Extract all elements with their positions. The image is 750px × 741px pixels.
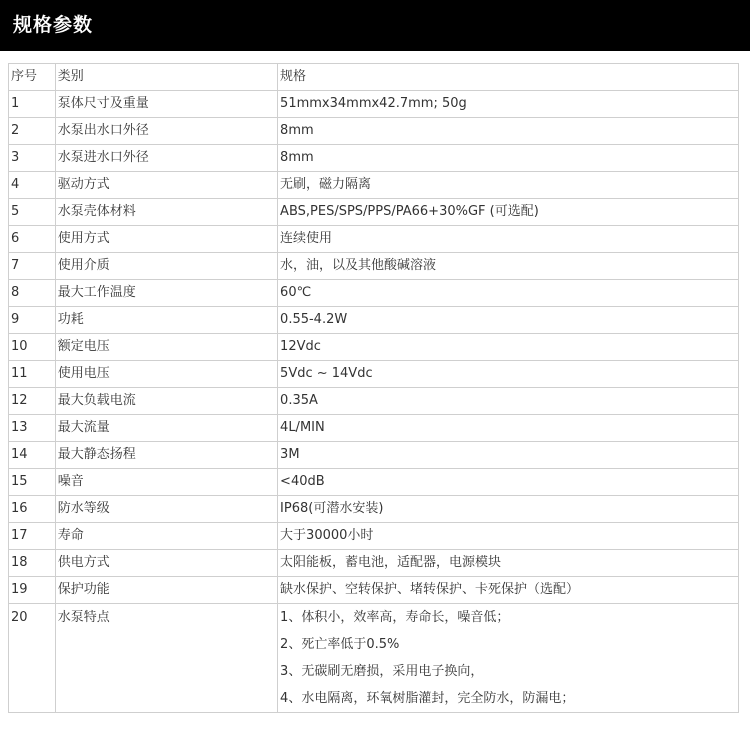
table-row: [9, 253, 739, 280]
cell-spec: 8mm: [278, 118, 739, 145]
cell-spec-features: [278, 604, 739, 713]
cell-category: 使用介质: [55, 253, 277, 280]
cell-spec: 无刷，磁力隔离: [278, 172, 739, 199]
cell-category: 使用方式: [55, 226, 277, 253]
cell-no: 16: [9, 496, 56, 523]
page-title: 规格参数: [13, 14, 94, 36]
cell-no: 2: [9, 118, 56, 145]
cell-category: 保护功能: [55, 577, 277, 604]
cell-spec: 3M: [278, 442, 739, 469]
cell-spec: 8mm: [278, 145, 739, 172]
table-row: [9, 118, 739, 145]
table-row: [9, 145, 739, 172]
cell-category: 供电方式: [55, 550, 277, 577]
cell-spec: 51mmx34mmx42.7mm; 50g: [278, 91, 739, 118]
cell-no: 1: [9, 91, 56, 118]
cell-category: [55, 604, 277, 713]
cell-spec: 4L/MIN: [278, 415, 739, 442]
cell-spec: 大于30000小时: [278, 523, 739, 550]
cell-no: 13: [9, 415, 56, 442]
table-row: [9, 280, 739, 307]
table-row: [9, 523, 739, 550]
table-row: [9, 307, 739, 334]
column-header-spec: 规格: [278, 64, 739, 91]
table-row: [9, 442, 739, 469]
table-header-row: [9, 64, 739, 91]
column-header-no: 序号: [9, 64, 56, 91]
cell-spec: 5Vdc ~ 14Vdc: [278, 361, 739, 388]
table-row: [9, 415, 739, 442]
cell-category: 最大静态扬程: [55, 442, 277, 469]
table-row: [9, 334, 739, 361]
table-row: [9, 172, 739, 199]
cell-category: 防水等级: [55, 496, 277, 523]
cell-no: 4: [9, 172, 56, 199]
cell-category: 驱动方式: [55, 172, 277, 199]
cell-no: [9, 604, 56, 713]
cell-no: 10: [9, 334, 56, 361]
table-row: [9, 469, 739, 496]
spec-table: [8, 63, 739, 713]
cell-spec: 0.35A: [278, 388, 739, 415]
cell-no: 17: [9, 523, 56, 550]
cell-no: 7: [9, 253, 56, 280]
feature-line: 4、水电隔离，环氧树脂灌封，完全防水，防漏电；: [280, 691, 575, 706]
cell-spec: 连续使用: [278, 226, 739, 253]
feature-line: 2、死亡率低于0.5%: [280, 637, 400, 652]
cell-no: 6: [9, 226, 56, 253]
cell-spec: 太阳能板，蓄电池，适配器，电源模块: [278, 550, 739, 577]
cell-category: 噪音: [55, 469, 277, 496]
cell-category: 最大负载电流: [55, 388, 277, 415]
cell-spec: <40dB: [278, 469, 739, 496]
cell-category: 寿命: [55, 523, 277, 550]
table-row: [9, 199, 739, 226]
cell-no: 14: [9, 442, 56, 469]
cell-no: 3: [9, 145, 56, 172]
cell-category: 功耗: [55, 307, 277, 334]
cell-category: 水泵出水口外径: [55, 118, 277, 145]
cell-no: 19: [9, 577, 56, 604]
cell-spec: 缺水保护、空转保护、堵转保护、卡死保护（选配）: [278, 577, 739, 604]
cell-no: 11: [9, 361, 56, 388]
table-row: [9, 388, 739, 415]
cell-category-text: 水泵特点: [57, 610, 110, 625]
cell-no: 18: [9, 550, 56, 577]
cell-no-text: 20: [11, 610, 28, 625]
table-row: [9, 91, 739, 118]
cell-category: 最大工作温度: [55, 280, 277, 307]
cell-no: 8: [9, 280, 56, 307]
table-row: [9, 361, 739, 388]
header-bar: [0, 0, 750, 51]
cell-spec: 水，油，以及其他酸碱溶液: [278, 253, 739, 280]
cell-category: 最大流量: [55, 415, 277, 442]
table-row-features: [9, 604, 739, 713]
cell-spec: IP68(可潜水安装): [278, 496, 739, 523]
table-row: [9, 226, 739, 253]
cell-category: 水泵进水口外径: [55, 145, 277, 172]
feature-line: 3、无碳刷无磨损，采用电子换向，: [280, 664, 484, 679]
cell-no: 5: [9, 199, 56, 226]
cell-spec: 12Vdc: [278, 334, 739, 361]
cell-no: 9: [9, 307, 56, 334]
cell-category: 泵体尺寸及重量: [55, 91, 277, 118]
table-row: [9, 550, 739, 577]
cell-no: 12: [9, 388, 56, 415]
cell-category: 使用电压: [55, 361, 277, 388]
cell-category: 水泵壳体材料: [55, 199, 277, 226]
cell-spec: 60℃: [278, 280, 739, 307]
cell-category: 额定电压: [55, 334, 277, 361]
cell-spec: 0.55-4.2W: [278, 307, 739, 334]
cell-no: 15: [9, 469, 56, 496]
table-row: [9, 577, 739, 604]
table-row: [9, 496, 739, 523]
column-header-category: 类别: [55, 64, 277, 91]
feature-line: 1、体积小，效率高，寿命长，噪音低；: [280, 610, 510, 625]
cell-spec: ABS,PES/SPS/PPS/PA66+30%GF (可选配): [278, 199, 739, 226]
